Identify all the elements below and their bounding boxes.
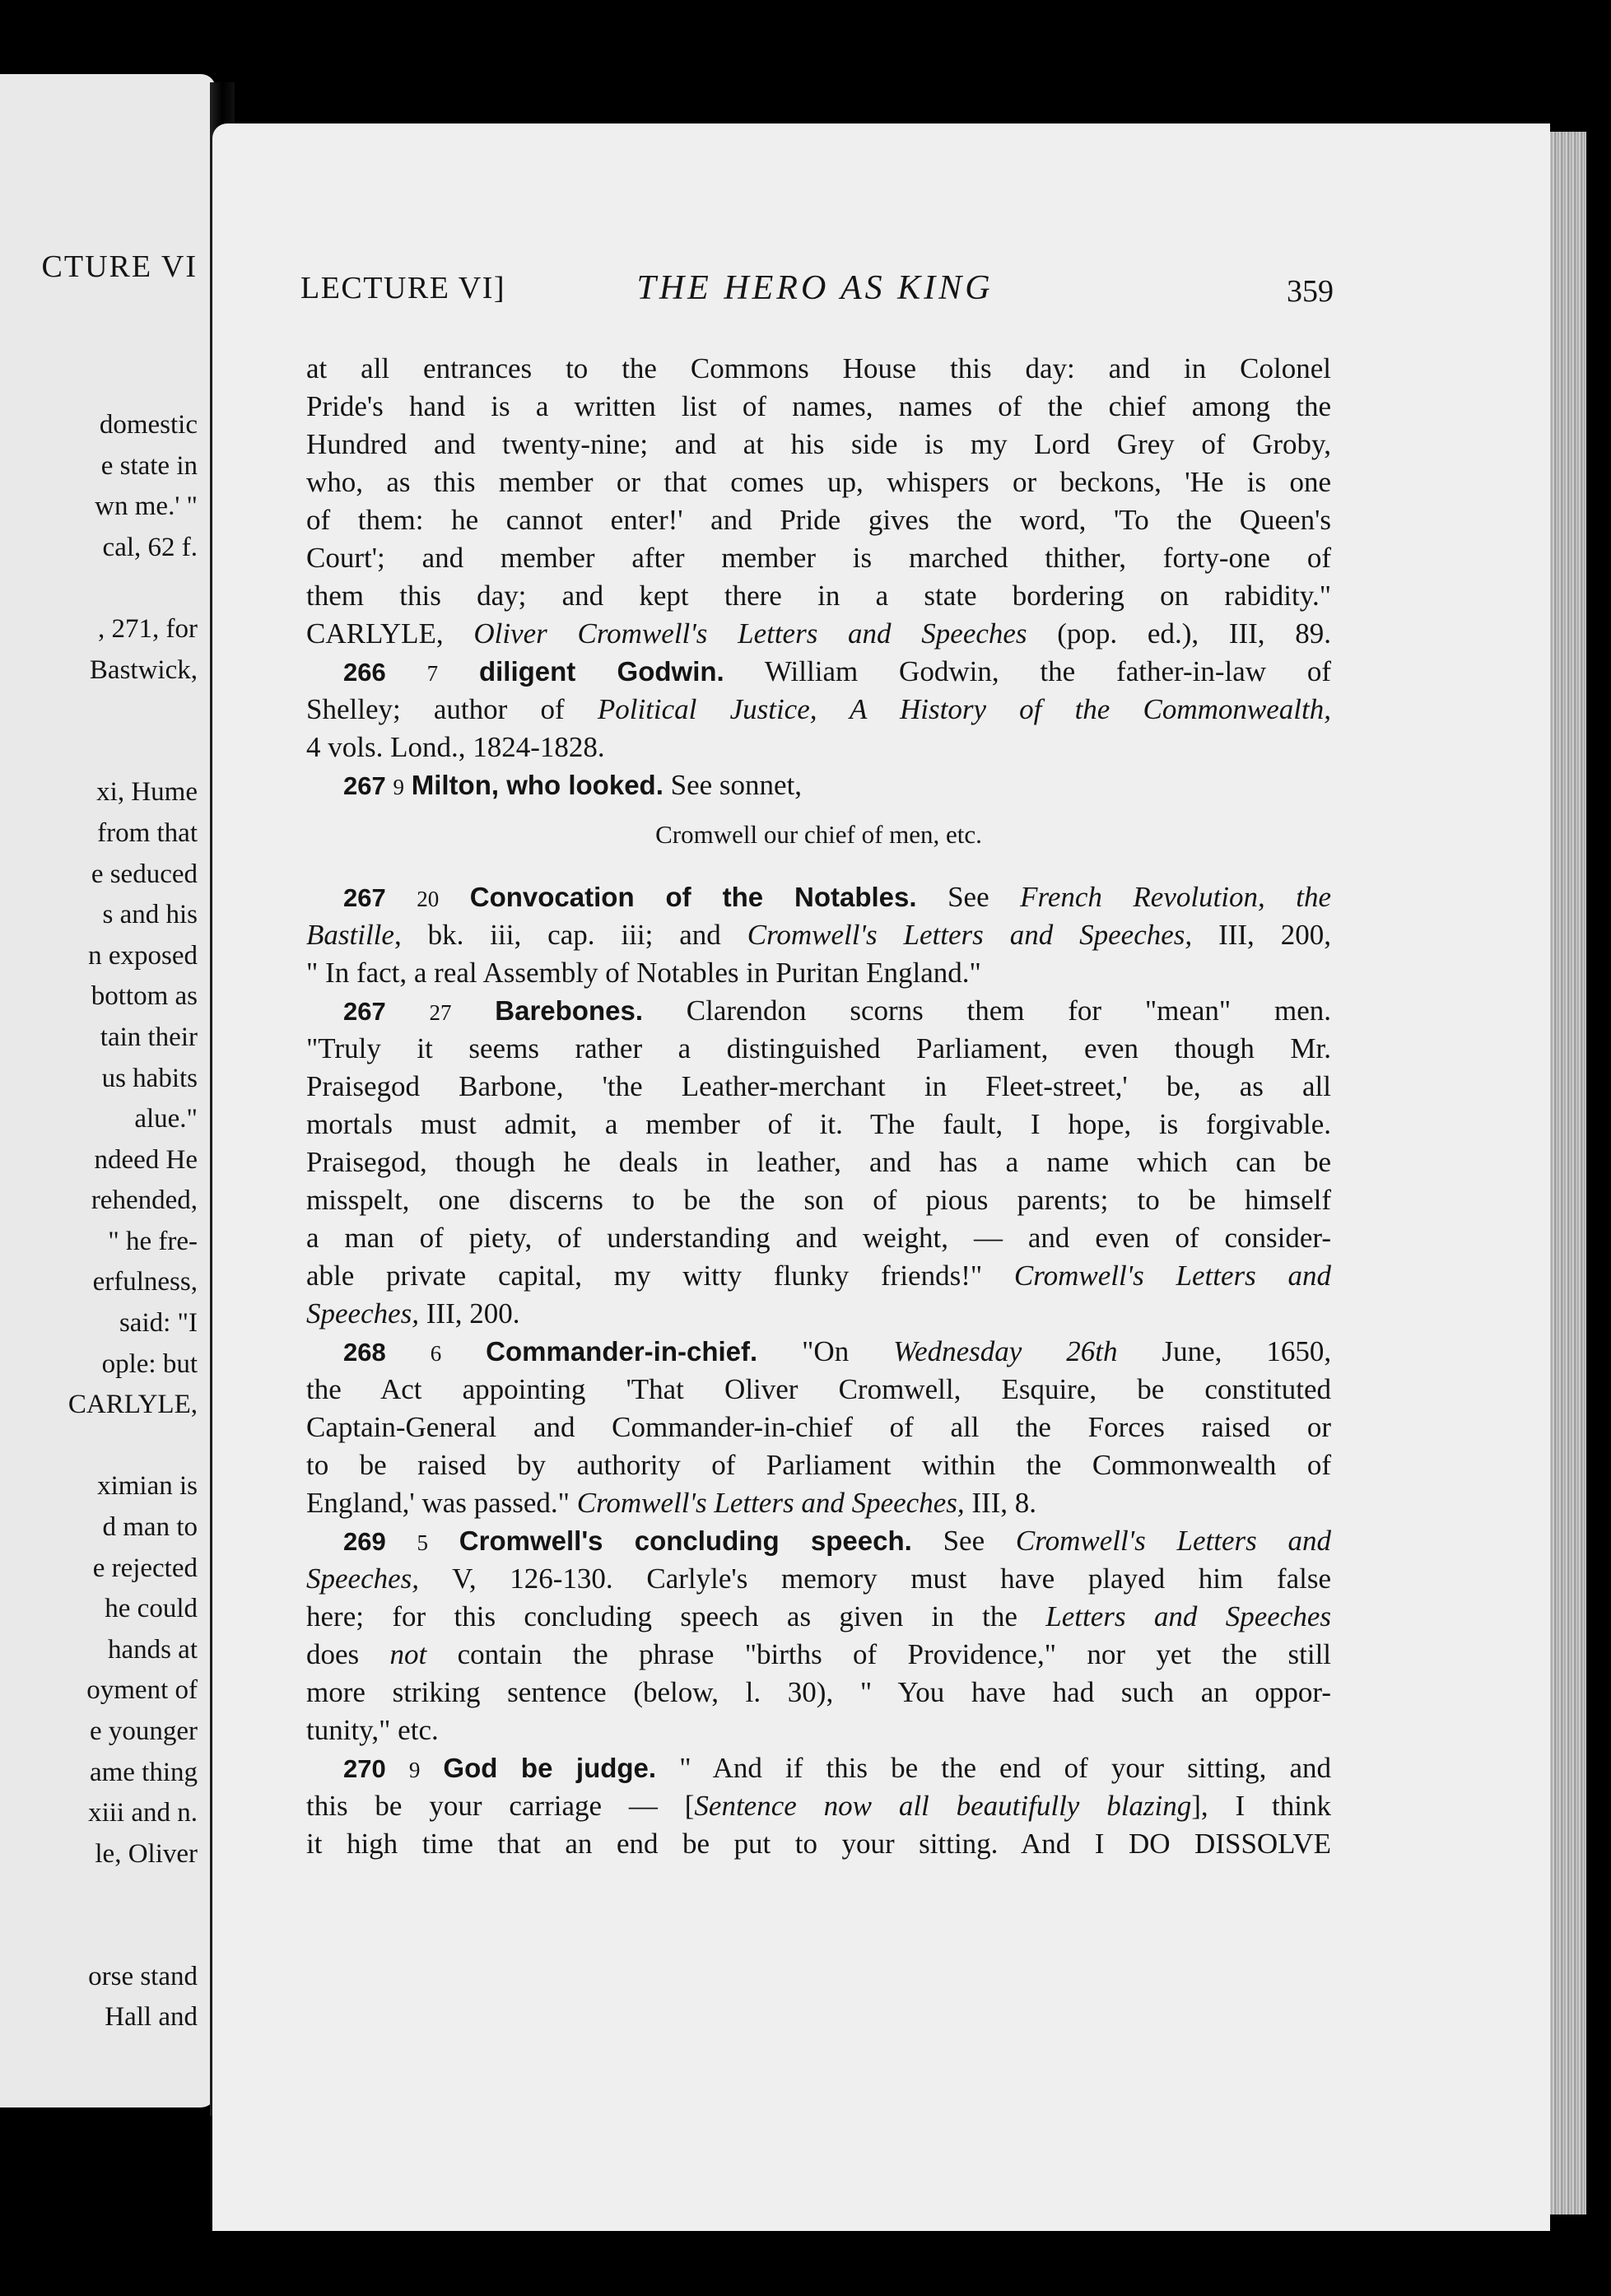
text-line: to be raised by authority of Parliament within the Commonwealth of: [306, 1449, 1331, 1481]
left-page-line: orse stand: [88, 1961, 198, 1991]
note-text: William Godwin, the father-in-law of: [764, 655, 1332, 687]
note-heading: Barebones.: [495, 995, 643, 1026]
note-page-ref: 266: [343, 658, 386, 687]
note-line-ref: 6: [430, 1341, 442, 1366]
note-text: "On: [802, 1335, 850, 1367]
left-page-line: xi, Hume: [96, 777, 198, 808]
page-body: [306, 350, 1331, 1863]
text-line: Hundred and twenty-nine; and at his side is my Lord Grey of Groby,: [306, 428, 1331, 460]
note-text: Shelley; author of: [306, 693, 565, 725]
left-page-line: CARLYLE,: [68, 1390, 198, 1420]
note-page-ref: 267: [343, 771, 386, 800]
note-text: Clarendon scorns them for "mean" men.: [686, 994, 1331, 1027]
text-line: [306, 1598, 1331, 1636]
left-page-line: " he fre-: [108, 1226, 198, 1256]
author-name: CARLYLE,: [306, 617, 444, 650]
sonnet-quote: Cromwell our chief of men, etc.: [655, 820, 982, 849]
left-page-line: ame thing: [89, 1757, 198, 1787]
left-page-line: us habits: [101, 1063, 198, 1093]
note-page-ref: 269: [343, 1527, 386, 1556]
left-page-line: ople: but: [101, 1348, 198, 1379]
left-page-line: le, Oliver: [95, 1838, 198, 1869]
note-line-ref: 9: [408, 1758, 421, 1782]
left-page-line: e state in: [100, 450, 198, 481]
text-line: [306, 1295, 1331, 1333]
running-head-title: THE HERO AS KING: [636, 269, 994, 307]
note-line-ref: 9: [393, 775, 404, 799]
text-line: who, as this member or that comes up, whispers or beckons, 'He is one: [306, 466, 1331, 498]
note-page-ref: 267: [343, 883, 386, 912]
note-text: See sonnet,: [670, 769, 803, 801]
text-line: "Truly it seems rather a distinguished Parliament, even though Mr.: [306, 1032, 1331, 1064]
text-line: them this day; and kept there in a state bordering on rabidity.": [306, 580, 1331, 612]
note-text: See: [943, 1525, 985, 1557]
note-text: does: [306, 1638, 360, 1670]
note-heading: God be judge.: [443, 1753, 657, 1783]
left-page-line: said: "I: [119, 1308, 198, 1339]
left-page-line: alue.": [134, 1104, 198, 1134]
text-line: [306, 691, 1331, 729]
book-title: Political Justice, A History of the Commonwealth,: [597, 693, 1331, 725]
book-title: Speeches,: [306, 1562, 420, 1595]
note-267-notables: [306, 878, 1331, 916]
left-page-line: [0, 732, 198, 773]
text-line: mortals must admit, a member of it. The fault, I hope, is forgivable.: [306, 1108, 1331, 1140]
text-line: [306, 1257, 1331, 1295]
note-text: able private capital, my witty flunky friends!": [306, 1260, 983, 1292]
note-heading: diligent Godwin.: [478, 656, 724, 687]
text-line: Praisegod, though he deals in leather, and has a name which can be: [306, 1146, 1331, 1178]
note-text: ], I think: [1191, 1790, 1331, 1822]
book-title: Speeches,: [306, 1297, 420, 1330]
note-page-ref: 270: [343, 1754, 386, 1783]
note-text: V, 126-130. Carlyle's memory must have played him false: [452, 1562, 1332, 1595]
left-page-line: tain their: [100, 1022, 198, 1052]
text-line: misspelt, one discerns to be the son of pious parents; to be himself: [306, 1184, 1331, 1216]
note-269: [306, 1522, 1331, 1560]
page-edge: [1550, 132, 1586, 2214]
left-page-line: hands at: [107, 1634, 198, 1665]
left-page-line: oyment of: [86, 1675, 198, 1706]
note-text: June, 1650,: [1162, 1335, 1332, 1367]
left-page-line: erfulness,: [92, 1267, 198, 1297]
left-page-line: domestic: [99, 410, 198, 440]
note-line-ref: 7: [426, 661, 439, 686]
text-line: [306, 916, 1331, 954]
citation: (pop. ed.), III, 89.: [1057, 617, 1332, 650]
note-line-ref: 20: [417, 887, 440, 911]
note-270: [306, 1749, 1331, 1787]
date-text: Wednesday 26th: [893, 1335, 1118, 1367]
book-title: Cromwell's Letters and: [1013, 1260, 1331, 1292]
note-266: [306, 653, 1331, 691]
left-page-line: cal, 62 f.: [102, 532, 198, 562]
stage-direction: Sentence now all beautifully blazing: [694, 1790, 1192, 1822]
note-text: this be your carriage — [: [306, 1790, 695, 1822]
text-line: [306, 1787, 1331, 1825]
left-page-line: [0, 1426, 198, 1467]
left-page-line: e rejected: [92, 1553, 198, 1583]
note-line-ref: 5: [417, 1530, 429, 1555]
citation: III, 8.: [971, 1487, 1037, 1519]
text-line: [306, 1825, 1331, 1863]
text-line: a man of piety, of understanding and weight, — and even of consider-: [306, 1222, 1331, 1254]
left-page-line: [0, 1916, 198, 1957]
text-line: the Act appointing 'That Oliver Cromwell, Esquire, be constituted: [306, 1373, 1331, 1405]
left-page-line: xiii and n.: [88, 1798, 198, 1828]
text-line: [306, 615, 1331, 653]
book-title: Oliver Cromwell's Letters and Speeches: [473, 617, 1027, 650]
text-line: 4 vols. Lond., 1824-1828.: [306, 731, 605, 763]
running-head-lecture: LECTURE VI]: [300, 271, 506, 305]
left-page-line: [0, 1875, 198, 1916]
book-title: Letters and Speeches: [1045, 1600, 1332, 1632]
running-head: [300, 262, 1334, 311]
note-text: it high time that an end be put to your sitting. And I: [306, 1828, 1105, 1860]
book-title: Cromwell's Letters and Speeches,: [747, 919, 1193, 951]
text-line: [306, 1560, 1331, 1598]
left-page-line: ximian is: [97, 1471, 198, 1502]
left-page-line: Bastwick,: [89, 654, 198, 685]
note-text: contain the phrase "births of Providence," nor yet the still: [457, 1638, 1332, 1670]
left-page-line: wn me.' ": [95, 491, 198, 522]
text-line: [306, 1484, 1331, 1522]
note-268: [306, 1333, 1331, 1371]
note-line-ref: 27: [429, 1000, 452, 1025]
page-number: 359: [1287, 274, 1334, 309]
left-page-line: bottom as: [91, 981, 198, 1012]
left-page: [0, 74, 216, 2107]
note-267-barebones: [306, 992, 1331, 1030]
emphasis: not: [389, 1638, 427, 1670]
text-line: Court'; and member after member is marched thither, forty-one of: [306, 542, 1331, 574]
note-text: England,' was passed.": [306, 1487, 570, 1519]
note-text: " And if this be the end of your sitting, and: [679, 1752, 1332, 1784]
left-page-line: from that: [97, 817, 198, 848]
note-text: , bk. iii, cap. iii; and: [393, 919, 721, 951]
note-heading: Milton, who looked.: [411, 770, 663, 800]
left-page-line: Hall and: [105, 2002, 198, 2033]
note-heading: Cromwell's concluding speech.: [459, 1525, 912, 1556]
text-line: Pride's hand is a written list of names, names of the chief among the: [306, 390, 1331, 422]
text-line: of them: he cannot enter!' and Pride gives the word, 'To the Queen's: [306, 504, 1331, 536]
left-page-line: s and his: [102, 900, 198, 930]
note-heading: Convocation of the Notables.: [469, 882, 917, 912]
left-page-line: [0, 568, 198, 609]
left-page-line: rehended,: [91, 1185, 198, 1216]
text-line: [306, 1636, 1331, 1674]
text-line: more striking sentence (below, l. 30), " You have had such an oppor-: [306, 1676, 1331, 1708]
book-title: French Revolution, the: [1020, 881, 1332, 913]
left-page-line: ndeed He: [94, 1144, 198, 1175]
left-page-line: n exposed: [88, 940, 198, 971]
left-page-line: [0, 691, 198, 732]
book-title: Cromwell's Letters and: [1015, 1525, 1332, 1557]
left-page-header: CTURE VI: [41, 249, 198, 284]
note-text: here; for this concluding speech as given in the: [306, 1600, 1017, 1632]
left-page-line: e younger: [89, 1716, 198, 1746]
note-267-milton: [306, 766, 1331, 804]
note-heading: Commander-in-chief.: [486, 1336, 758, 1367]
left-page-line: e seduced: [91, 859, 198, 889]
left-page-line: he could: [105, 1594, 198, 1624]
citation: III, 200,: [1218, 919, 1331, 951]
text-line: at all entrances to the Commons House this day: and in Colonel: [306, 352, 1331, 384]
note-page-ref: 268: [343, 1338, 386, 1367]
left-page-text: [0, 405, 198, 2038]
left-page-line: d man to: [102, 1512, 198, 1543]
note-text: See: [948, 881, 989, 913]
text-line: " In fact, a real Assembly of Notables in Puritan England.": [306, 957, 981, 989]
left-page-line: , 271, for: [98, 613, 198, 644]
citation: III, 200.: [426, 1297, 520, 1330]
note-page-ref: 267: [343, 997, 386, 1026]
emphasis: DO DISSOLVE: [1128, 1828, 1332, 1860]
book-title: Cromwell's Letters and Speeches,: [576, 1487, 965, 1519]
text-line: Captain-General and Commander-in-chief of all the Forces raised or: [306, 1411, 1331, 1443]
text-line: Praisegod Barbone, 'the Leather-merchant in Fleet-street,' be, as all: [306, 1070, 1331, 1102]
book-title: Bastille: [306, 919, 394, 951]
text-line: tunity," etc.: [306, 1714, 439, 1746]
